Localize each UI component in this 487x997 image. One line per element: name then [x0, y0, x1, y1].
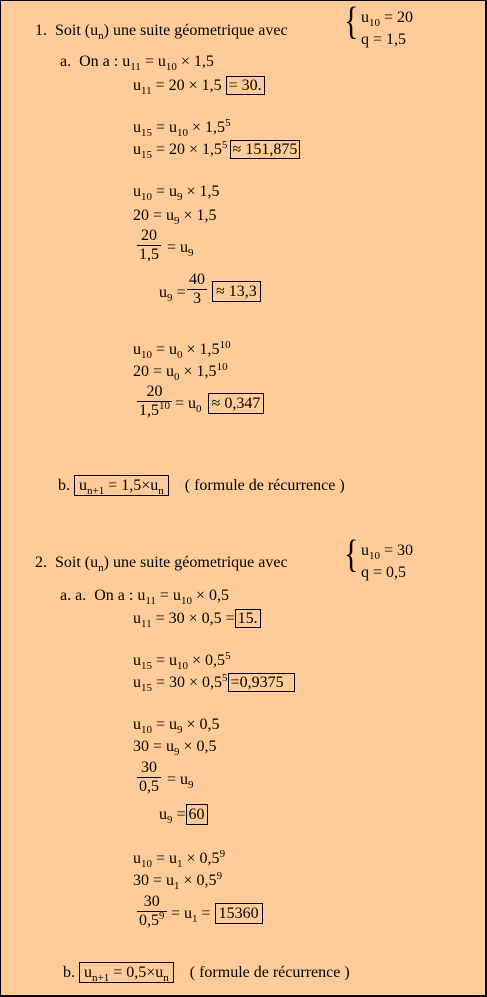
fraction-rest: = $u_9$	[167, 239, 194, 259]
part2-number: 2.	[35, 554, 47, 571]
part2-system-line1: $u_{10} = 30$	[361, 542, 414, 562]
recurrence-note: ( formule de récurrence )	[184, 477, 345, 494]
recurrence-box: $u_{n+1} = 0,5\times u_n$	[79, 962, 174, 983]
system-brace: {	[344, 533, 359, 577]
fraction: $\frac{30}{0,5}$	[139, 759, 159, 795]
fraction: $\frac{40}{3}$	[189, 271, 205, 307]
result-box: 15360	[215, 903, 263, 924]
recurrence-box: $u_{n+1} = 1,5\times u_n$	[74, 475, 169, 496]
part2-a-line6: $30 = u_9 \times 0,5$	[133, 738, 217, 758]
part1-b-line: b. $u_{n+1} = 1,5\times u_n$ ( formule de récurrence )	[58, 477, 345, 497]
part1-heading: 1. Soit $(u_n)$ une suite géometrique avec	[35, 22, 288, 42]
part1-a-line1: a. On a : $u_{11} = u_{10} \times 1,5$	[60, 53, 214, 73]
result-box: = 30.	[226, 76, 265, 95]
part1-a-line8: $20 = u_0 \times 1,5^{10}$	[133, 361, 228, 383]
fraction-rest: = $u_0 \approx 0,347$	[175, 395, 264, 413]
part2-a-line1: a. a. On a : $u_{11} = u_{10} \times 0,5$	[60, 587, 229, 607]
fraction: $\frac{20}{1,5}$	[139, 227, 159, 263]
part2-a-line4: $u_{15} = 30 \times 0,5^5 =0,9375$	[133, 674, 295, 692]
fraction: $\frac{30}{0,5^9}$	[139, 893, 165, 929]
recurrence-note: ( formule de récurrence )	[189, 964, 350, 981]
part1-a-line3: $u_{15} = u_{10} \times 1,5^5$	[133, 117, 231, 139]
result-box-wrap	[212, 283, 261, 301]
u9-label: $u_9$ =	[159, 284, 186, 304]
part2-a-line3: $u_{15} = u_{10} \times 0,5^5$	[133, 650, 231, 672]
worksheet-page	[1, 1, 485, 995]
part1-a-line7: $u_{10} = u_0 \times 1,5^{10}$	[133, 339, 231, 361]
system-brace: {	[344, 1, 359, 44]
result-box: =0,9375	[228, 673, 295, 692]
part1-number: 1.	[35, 22, 47, 39]
part1-a-line6: $20 = u_9 \times 1,5$	[133, 207, 217, 227]
part1-a-line2: $u_{11} = 20 \times 1,5 = 30$.	[133, 77, 265, 95]
part2-a-line5: $u_{10} = u_9 \times 0,5$	[133, 716, 220, 736]
part2-b-line: b. $u_{n+1} = 0,5\times u_n$ ( formule de récurrence )	[63, 964, 350, 984]
part1-system-line1: $u_{10} = 20$	[361, 9, 414, 29]
part1-a-line4: $u_{15} = 20 \times 1,5^5 \approx 151,875$	[133, 141, 300, 159]
part2-a-line7: $u_{10} = u_1 \times 0,5^9$	[133, 848, 226, 870]
part2-system-line2: q = 0,5	[361, 564, 407, 581]
part2-heading: 2. Soit $(u_n)$ une suite géometrique avec	[35, 554, 288, 574]
part1-a-line5: $u_{10} = u_9 \times 1,5$	[133, 183, 220, 203]
part1-system-line2: q = 1,5	[361, 31, 407, 48]
result-box: ≈ 0,347	[208, 393, 265, 414]
result-box: 60	[186, 804, 208, 825]
result-box: ≈ 151,875	[230, 140, 301, 159]
result-box: ≈ 13,3	[212, 281, 261, 302]
u9-line: $u_9 = 60$	[159, 806, 208, 824]
fraction-rest: = $u_1 = 15360$	[171, 905, 263, 923]
fraction-rest: = $u_9$	[167, 771, 194, 791]
fraction: $\frac{20}{1,5^{10}}$	[139, 383, 170, 419]
part2-a-line2: $u_{11} = 30 \times 0,5 = 15$.	[133, 610, 261, 628]
result-box: 15.	[235, 609, 261, 628]
part2-a-line8: $30 = u_1 \times 0,5^9$	[133, 870, 223, 892]
